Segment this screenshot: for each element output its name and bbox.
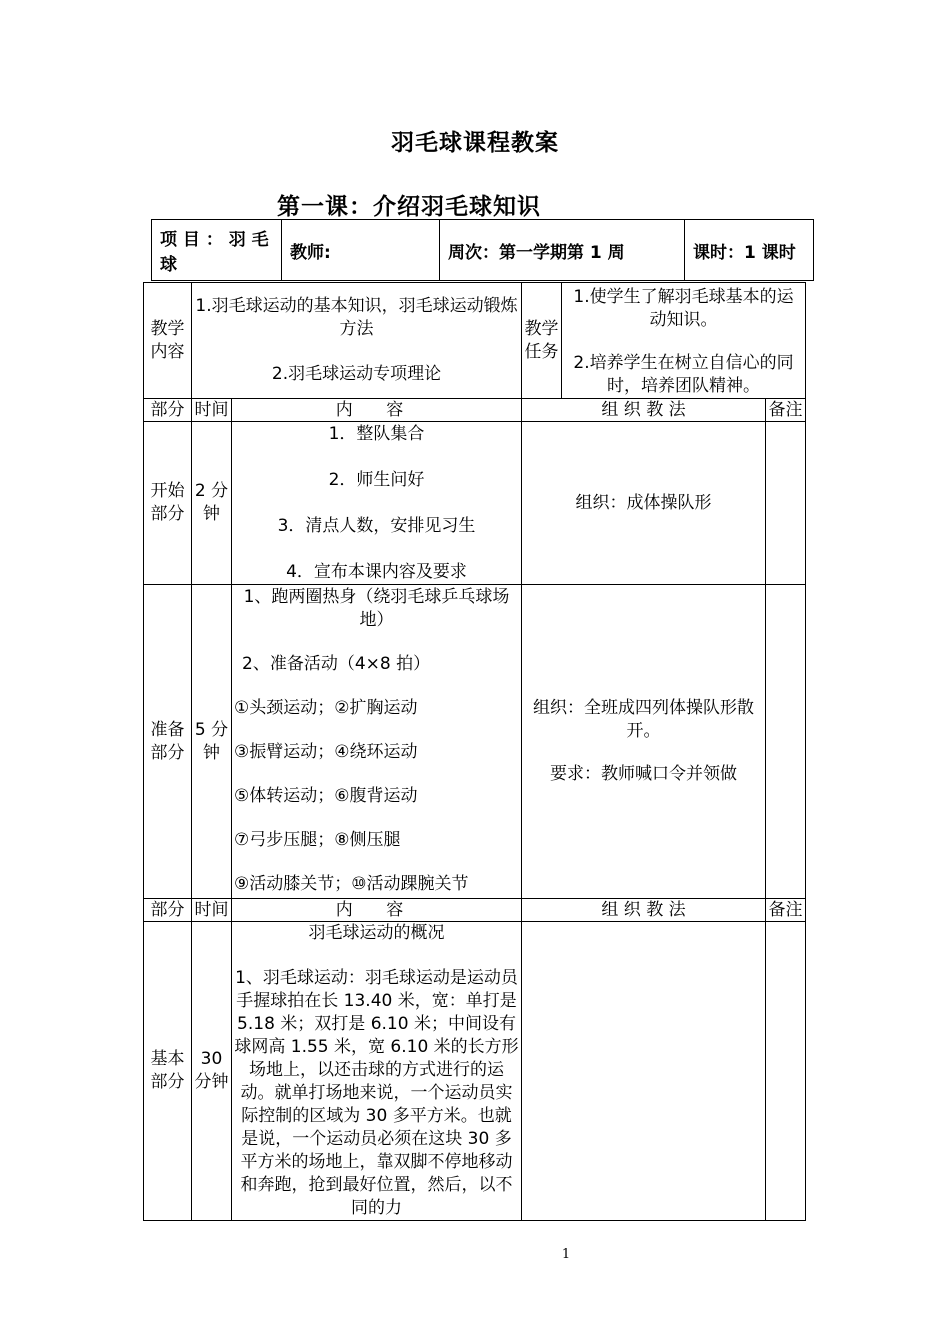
basic-note xyxy=(766,922,806,1221)
basic-body: 1、羽毛球运动：羽毛球运动是运动员手握球拍在长 13.40 米，宽：单打是 5.18 米；双打是 6.10 米；中间设有球网高 1.55 米，宽 6.10 米的长方形场地上，以还击球的方式进行的运动。就单打场地来说，一个运动员实际控制的区域为 30 多平方米。也就是说，一个运动员必须在这块 30 多平方米的场地上，靠双脚不停地移动和奔跑，抢到最好位置，然后，以不同的力 xyxy=(234,968,519,1218)
basic-section-row xyxy=(144,922,806,1221)
header-part: 部分 xyxy=(144,399,192,422)
teaching-content-label: 教学内容 xyxy=(144,283,192,399)
start-content-cell xyxy=(232,422,522,585)
prep-note xyxy=(766,585,806,899)
prep-part: 准备部分 xyxy=(144,585,192,899)
content-item: 1.羽毛球运动的基本知识，羽毛球运动锻炼方法 xyxy=(195,296,518,339)
list-item: 1．整队集合 xyxy=(328,424,425,444)
header-time: 时间 xyxy=(192,399,232,422)
start-note xyxy=(766,422,806,585)
table-header-row xyxy=(144,899,806,922)
content-item: 2.羽毛球运动专项理论 xyxy=(271,364,442,384)
start-method: 组织：成体操队形 xyxy=(522,422,766,585)
task-item: 1.使学生了解羽毛球基本的运动知识。 xyxy=(573,287,794,330)
header-method: 组 织 教 法 xyxy=(522,899,766,922)
list-item: 4．宣布本课内容及要求 xyxy=(286,562,467,582)
teaching-content-row xyxy=(144,283,806,399)
document-title: 羽毛球课程教案 xyxy=(391,130,559,156)
header-time: 时间 xyxy=(192,899,232,922)
header-content: 内 容 xyxy=(232,399,522,422)
start-part: 开始部分 xyxy=(144,422,192,585)
teaching-task-label: 教学任务 xyxy=(522,283,562,399)
basic-time: 30 分钟 xyxy=(192,922,232,1221)
list-item: ⑨活动膝关节；⑩活动踝腕关节 xyxy=(234,874,469,894)
header-content: 内 容 xyxy=(232,899,522,922)
header-note: 备注 xyxy=(766,899,806,922)
basic-heading: 羽毛球运动的概况 xyxy=(308,923,445,943)
list-item: ⑤体转运动；⑥腹背运动 xyxy=(234,786,418,806)
week-cell: 周次：第一学期第 1 周 xyxy=(440,220,685,281)
teaching-task-cell xyxy=(562,283,806,399)
hours-cell: 课时：1 课时 xyxy=(685,220,814,281)
list-item: ⑦弓步压腿；⑧侧压腿 xyxy=(234,830,401,850)
prep-content-cell xyxy=(232,585,522,899)
page-number: 1 xyxy=(561,1247,571,1262)
prep-method-requirement: 要求：教师喊口令并领做 xyxy=(550,764,738,784)
list-item: 1、跑两圈热身（绕羽毛球乒乓球场地） xyxy=(243,587,510,630)
lesson-plan-table xyxy=(143,282,806,1221)
lesson-info-table xyxy=(151,219,814,281)
header-note: 备注 xyxy=(766,399,806,422)
project-cell: 项 目 ： 羽 毛 球 xyxy=(152,220,282,281)
prep-section-row xyxy=(144,585,806,899)
header-method: 组 织 教 法 xyxy=(522,399,766,422)
list-item: 2．师生问好 xyxy=(328,470,425,490)
task-item: 2.培养学生在树立自信心的同时，培养团队精神。 xyxy=(573,353,794,396)
basic-part: 基本部分 xyxy=(144,922,192,1221)
prep-time: 5 分钟 xyxy=(192,585,232,899)
list-item: ③振臂运动；④绕环运动 xyxy=(234,742,418,762)
basic-content-cell xyxy=(232,922,522,1221)
basic-method xyxy=(522,922,766,1221)
lesson-subtitle: 第一课：介绍羽毛球知识 xyxy=(277,194,541,220)
header-part: 部分 xyxy=(144,899,192,922)
teacher-cell: 教师: xyxy=(282,220,440,281)
teaching-content-cell xyxy=(192,283,522,399)
table-header-row xyxy=(144,399,806,422)
start-time: 2 分钟 xyxy=(192,422,232,585)
prep-method-organization: 组织：全班成四列体操队形散开。 xyxy=(533,698,755,741)
start-section-row xyxy=(144,422,806,585)
list-item: 3．清点人数，安排见习生 xyxy=(277,516,476,536)
list-item: ①头颈运动；②扩胸运动 xyxy=(234,698,418,718)
list-item: 2、准备活动（4×8 拍） xyxy=(242,654,431,674)
prep-method-cell xyxy=(522,585,766,899)
